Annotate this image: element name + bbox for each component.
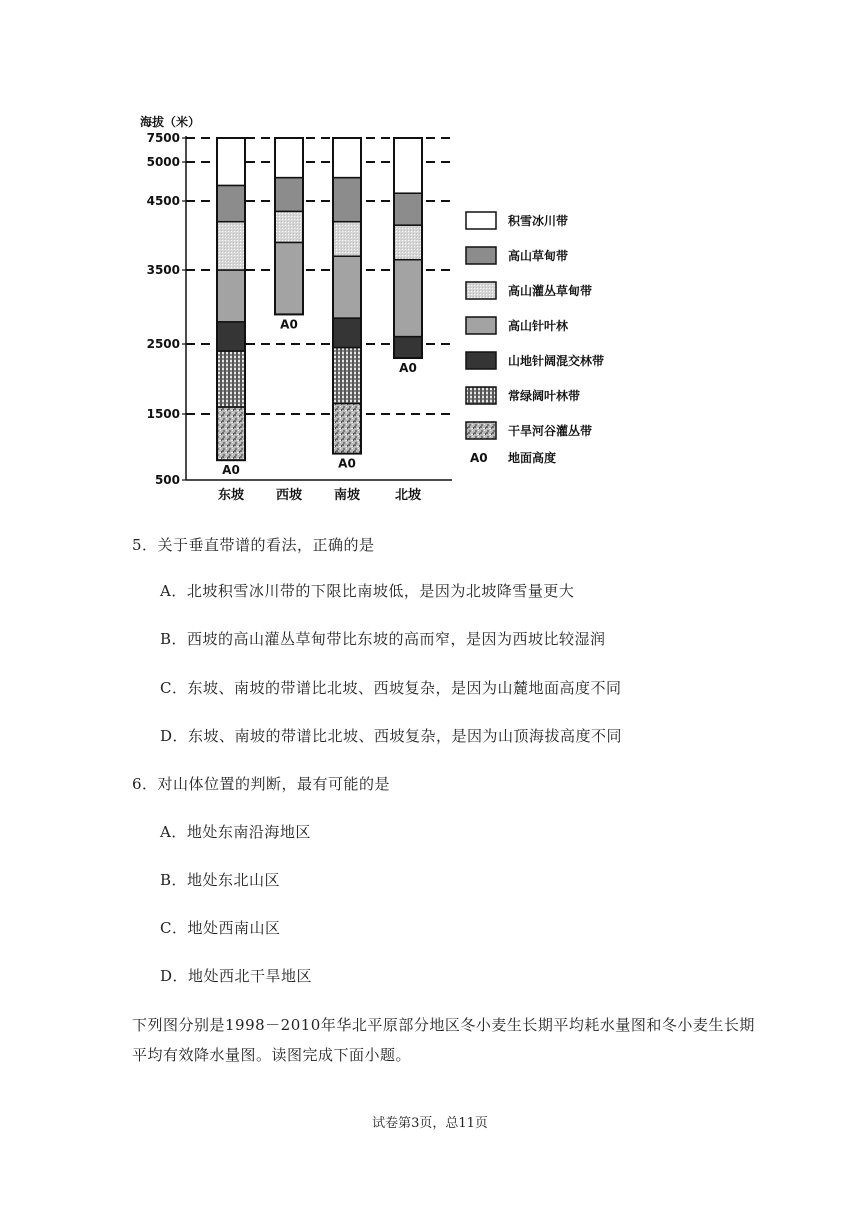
- y-tick-label: 4500: [146, 194, 180, 208]
- question-6-option-b: B．地处东北山区: [160, 871, 281, 889]
- section-intro-line-1: 下列图分别是1998－2010年华北平原部分地区冬小麦生长期平均耗水量图和冬小麦生长期: [132, 1016, 755, 1034]
- ground-label: A0: [222, 463, 240, 478]
- question-5-option-d: D．东坡、南坡的带谱比北坡、西坡复杂，是因为山顶海拔高度不同: [160, 727, 623, 745]
- ground-label: A0: [280, 317, 298, 332]
- zone-band-snow: [394, 138, 422, 193]
- y-tick-label: 2500: [146, 337, 180, 351]
- zone-band-meadow: [333, 178, 361, 222]
- question-5-option-c: C．东坡、南坡的带谱比北坡、西坡复杂，是因为山麓地面高度不同: [160, 679, 622, 697]
- zone-band-conifer: [217, 270, 245, 322]
- zone-band-meadow: [275, 178, 303, 212]
- legend-swatch-shrubmeadow: [466, 282, 496, 299]
- vertical-zonation-chart: [0, 0, 860, 520]
- category-label: 北坡: [394, 488, 422, 503]
- legend-swatch-dryshrub: [466, 422, 496, 439]
- y-tick-label: 3500: [146, 263, 180, 277]
- ground-label: A0: [399, 361, 417, 375]
- ground-label: A0: [338, 456, 356, 471]
- zone-band-shrubmeadow: [217, 222, 245, 270]
- zone-band-conifer: [394, 260, 422, 337]
- category-label: 东坡: [217, 488, 245, 503]
- slope-column-2: [333, 138, 361, 503]
- slope-column-3: [394, 138, 422, 503]
- legend-label: 山地针阔混交林带: [508, 354, 605, 368]
- zone-band-dryshrub: [333, 404, 361, 454]
- zone-band-meadow: [394, 193, 422, 225]
- zone-band-dryshrub: [217, 407, 245, 460]
- question-6-option-a: A．地处东南沿海地区: [160, 823, 311, 841]
- zone-band-shrubmeadow: [394, 225, 422, 260]
- category-label: 西坡: [275, 488, 303, 503]
- section-intro-line-2: 平均有效降水量图。读图完成下面小题。: [132, 1046, 412, 1064]
- y-axis-title: 海拔（米）: [140, 115, 201, 129]
- category-label: 南坡: [333, 488, 361, 503]
- legend-swatch-mixed: [466, 352, 496, 369]
- zone-band-evergreen: [217, 351, 245, 407]
- y-tick-label: 7500: [146, 131, 180, 145]
- y-tick-label: 1500: [146, 407, 180, 421]
- zone-band-snow: [217, 138, 245, 185]
- zone-band-snow: [333, 138, 361, 178]
- zone-band-shrubmeadow: [333, 222, 361, 257]
- zone-band-conifer: [333, 256, 361, 318]
- legend-label: 常绿阔叶林带: [508, 389, 581, 403]
- page-footer: 试卷第3页，总11页: [372, 1116, 488, 1131]
- zone-band-mixed: [394, 337, 422, 358]
- columns-layer: [217, 138, 422, 503]
- legend-label: 高山针叶林: [508, 319, 569, 333]
- question-5-option-b: B．西坡的高山灌丛草甸带比东坡的高而窄，是因为西坡比较湿润: [160, 630, 606, 648]
- zone-band-shrubmeadow: [275, 211, 303, 242]
- question-5-option-a: A．北坡积雪冰川带的下限比南坡低，是因为北坡降雪量更大: [160, 582, 575, 600]
- legend-ground-label: 地面高度: [508, 451, 557, 465]
- zone-band-snow: [275, 138, 303, 178]
- question-6-option-c: C．地处西南山区: [160, 919, 281, 937]
- legend-swatch-meadow: [466, 247, 496, 264]
- y-tick-label: 500: [154, 473, 180, 487]
- zone-band-conifer: [275, 242, 303, 314]
- legend-label: 高山灌丛草甸带: [508, 284, 593, 298]
- slope-column-1: [275, 138, 303, 503]
- legend-label: 积雪冰川带: [508, 214, 569, 228]
- zone-band-evergreen: [333, 348, 361, 404]
- zone-band-mixed: [333, 318, 361, 347]
- slope-column-0: [217, 138, 245, 503]
- question-6-option-d: D．地处西北干旱地区: [160, 967, 313, 985]
- zone-band-mixed: [217, 322, 245, 351]
- zone-band-meadow: [217, 185, 245, 221]
- legend-swatch-evergreen: [466, 387, 496, 404]
- legend-label: 高山草甸带: [508, 249, 569, 263]
- legend-label: 干旱河谷灌丛带: [508, 424, 593, 438]
- question-6-stem: 6．对山体位置的判断，最有可能的是: [132, 775, 391, 793]
- legend-ground-symbol: A0: [470, 451, 488, 465]
- y-tick-label: 5000: [146, 155, 180, 169]
- legend-swatch-snow: [466, 212, 496, 229]
- legend-layer: [466, 212, 604, 465]
- question-5-stem: 5．关于垂直带谱的看法，正确的是: [132, 536, 375, 554]
- legend-swatch-conifer: [466, 317, 496, 334]
